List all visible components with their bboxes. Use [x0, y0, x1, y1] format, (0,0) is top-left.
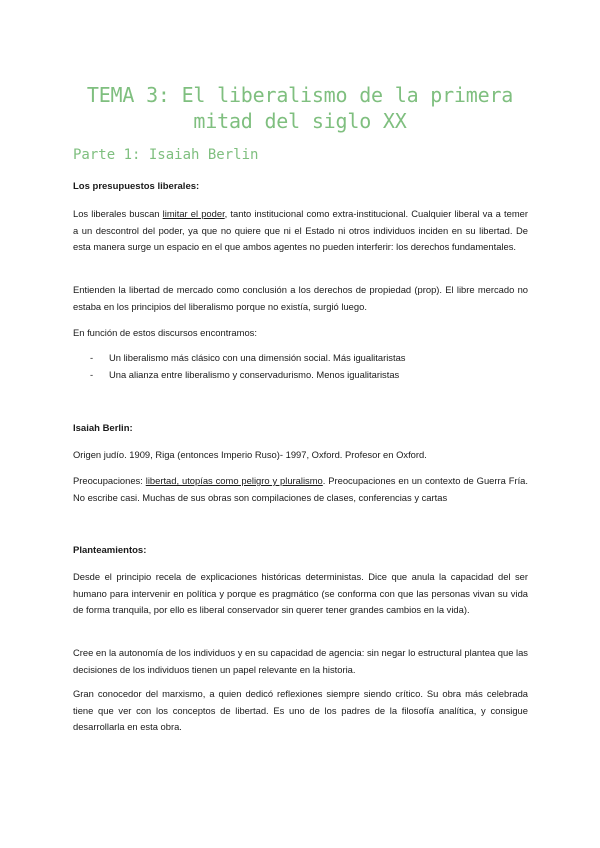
list-item [73, 367, 528, 384]
list-item-text: Un liberalismo más clásico con una dimensión social. Más igualitaristas [109, 352, 406, 363]
heading-presupuestos: Los presupuestos liberales: [73, 181, 200, 192]
bullet-list [73, 350, 528, 383]
underlined-text: limitar el poder [162, 208, 225, 219]
paragraph-text: Preocupaciones: [73, 475, 146, 486]
section-subtitle: Parte 1: Isaiah Berlin [73, 147, 259, 163]
paragraph-origen: Origen judío. 1909, Riga (entonces Imperio Ruso)- 1997, Oxford. Profesor en Oxford. [73, 449, 427, 460]
paragraph-libre-mercado: Entienden la libertad de mercado como conclusión a los derechos de propiedad (prop). El libre mercado no estaba en los principios del liberalismo porque no existía, surgió luego. [73, 284, 528, 312]
paragraph-text: . Preocupaciones en un contexto de Guerra Fría. No escribe casi. Muchas de sus obras son compilaciones de clases, conferencias y cartas [73, 475, 528, 503]
underlined-text: libertad, utopías como peligro y pluralismo [145, 475, 323, 486]
heading-isaiah-berlin: Isaiah Berlin: [73, 423, 133, 434]
paragraph-text: , tanto institucional como extra-institucional. Cualquier liberal va a temer a un descontrol del poder, ya que no quiere que ni el Estado ni otros individuos inciden en su libertad. De esta manera surge un espacio en el que ambos agentes no pueden interferir: los derechos fundamentales. [73, 208, 528, 252]
paragraph-preocupaciones [73, 473, 528, 506]
page-title: TEMA 3: El liberalismo de la primera mitad del siglo XX [86, 83, 514, 133]
bullet-marker: - [90, 352, 94, 363]
list-item [73, 350, 528, 367]
heading-planteamientos: Planteamientos: [73, 545, 147, 556]
paragraph-text: Los liberales buscan [73, 208, 163, 219]
list-item-text: Una alianza entre liberalismo y conservadurismo. Menos igualitaristas [109, 368, 400, 380]
paragraph-limitar-poder [73, 206, 528, 256]
paragraph-discursos: En función de estos discursos encontramos: [73, 327, 257, 338]
paragraph-marxismo: Gran conocedor del marxismo, a quien dedicó reflexiones siempre siendo crítico. Su obra más celebrada tiene que ver con los conceptos de libertad. Es uno de los padres de la filosofía analítica, y consigue desarrollarla en esta obra. [73, 688, 528, 732]
paragraph-autonomia: Cree en la autonomía de los individuos y en su capacidad de agencia: sin negar lo estructural plantea que las decisiones de los individuos tienen un papel relevante en la historia. [73, 647, 528, 675]
bullet-marker: - [90, 368, 94, 380]
paragraph-determinismo: Desde el principio recela de explicaciones históricas deterministas. Dice que anula la capacidad del ser humano para intervenir en política y porque es pragmático (se conforma con que las personas vivan su vida de forma tranquila, por ello es liberal conservador sin querer tener grandes cambios en la vida). [73, 571, 528, 615]
